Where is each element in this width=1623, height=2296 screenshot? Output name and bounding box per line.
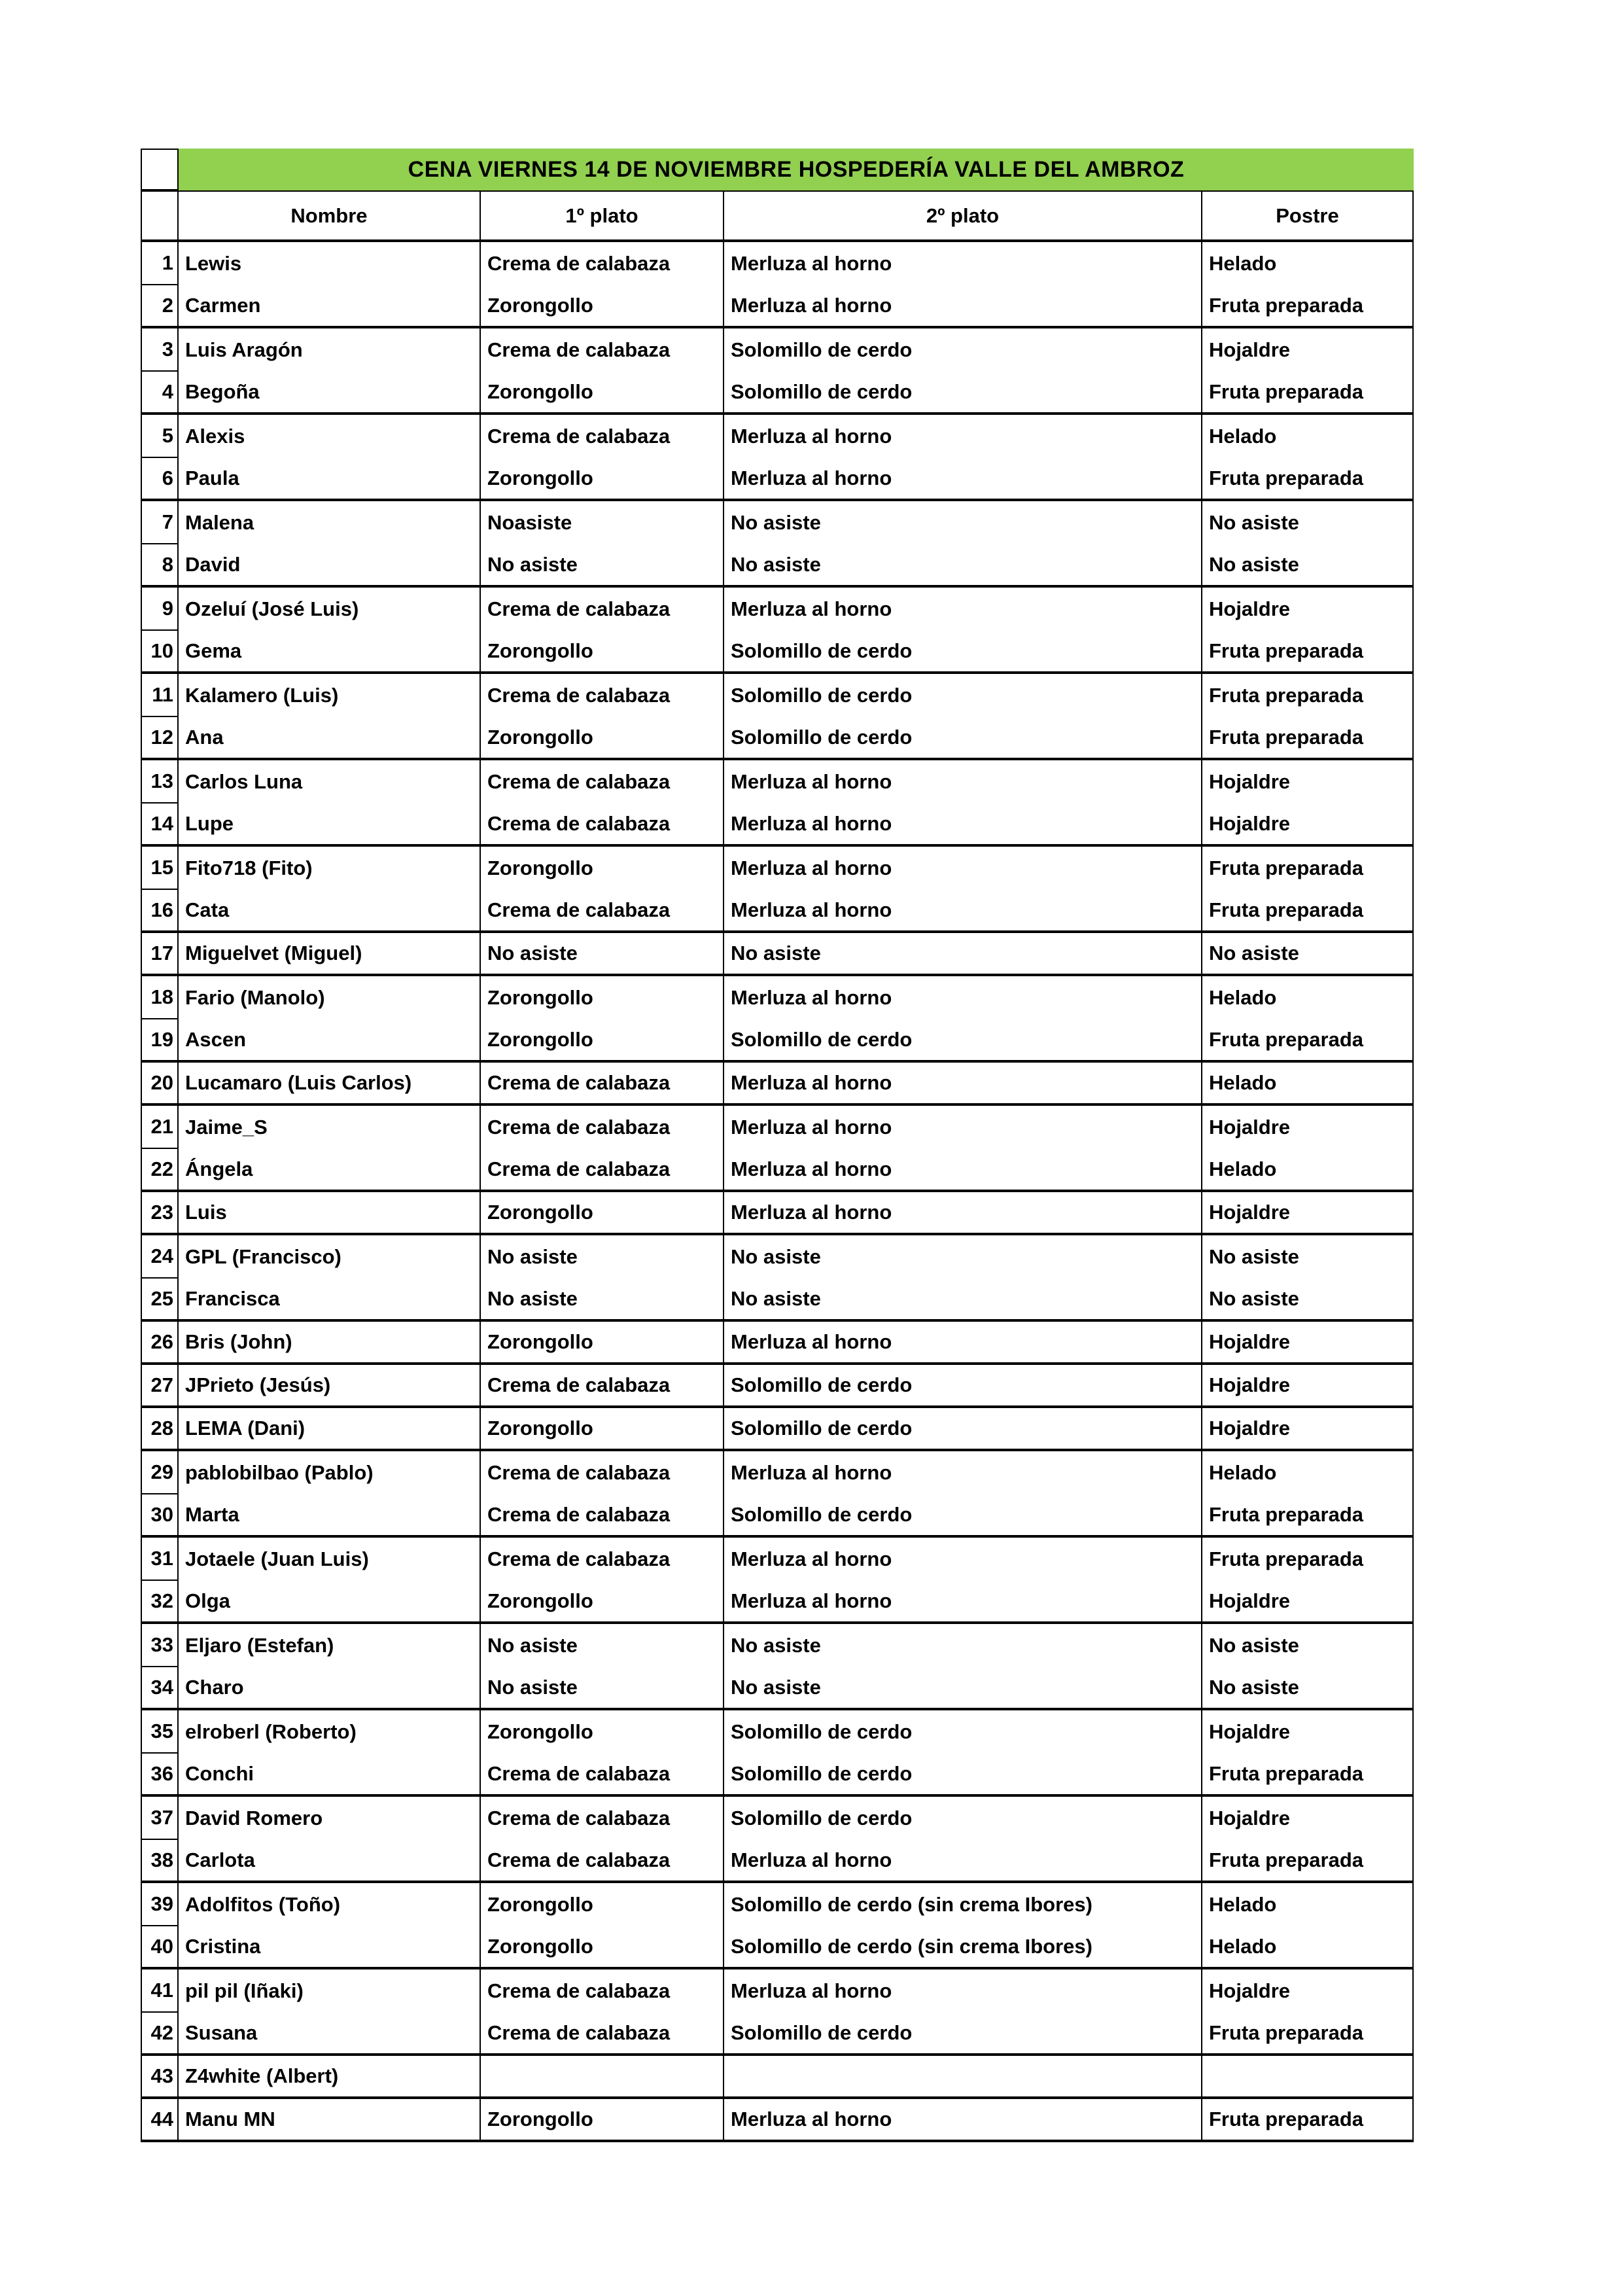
second-course-cell: Merluza al horno — [724, 1581, 1202, 1621]
first-course-cell: Crema de calabaza — [481, 328, 724, 372]
second-course-cell: Solomillo de cerdo — [724, 1494, 1202, 1535]
row-number: 13 — [142, 760, 179, 804]
row-number: 25 — [142, 1279, 179, 1319]
second-course-cell: Merluza al horno — [724, 458, 1202, 499]
table-row — [141, 372, 1414, 415]
first-course-cell: Zorongollo — [481, 1019, 724, 1060]
row-number: 38 — [142, 1840, 179, 1881]
name-cell: Z4white (Albert) — [179, 2056, 481, 2096]
dessert-cell: Helado — [1202, 1926, 1414, 1967]
second-course-cell: Merluza al horno — [724, 1538, 1202, 1581]
dessert-cell: Hojaldre — [1202, 760, 1414, 804]
second-course-cell: No asiste — [724, 933, 1202, 974]
row-number: 11 — [142, 674, 179, 717]
second-course-cell: Solomillo de cerdo — [724, 1019, 1202, 1060]
first-course-cell: Crema de calabaza — [481, 242, 724, 285]
second-course-cell: No asiste — [724, 1667, 1202, 1708]
name-cell: Cristina — [179, 1926, 481, 1967]
dessert-cell: Fruta preparada — [1202, 285, 1414, 326]
second-course-cell: No asiste — [724, 1279, 1202, 1319]
second-course-cell: Solomillo de cerdo — [724, 1710, 1202, 1754]
row-number: 39 — [142, 1883, 179, 1926]
first-course-cell: Zorongollo — [481, 1408, 724, 1449]
first-course-cell: Crema de calabaza — [481, 1149, 724, 1190]
name-cell: Carmen — [179, 285, 481, 326]
second-course-cell: Merluza al horno — [724, 847, 1202, 890]
row-number: 14 — [142, 804, 179, 844]
table-row — [141, 1581, 1414, 1624]
table-title: CENA VIERNES 14 DE NOVIEMBRE HOSPEDERÍA VALLE DEL AMBROZ — [179, 149, 1414, 190]
first-course-cell: Crema de calabaza — [481, 1969, 724, 2013]
name-cell: Jotaele (Juan Luis) — [179, 1538, 481, 1581]
dessert-cell: Hojaldre — [1202, 1797, 1414, 1840]
name-cell: Francisca — [179, 1279, 481, 1319]
row-number: 5 — [142, 415, 179, 458]
dessert-cell: No asiste — [1202, 933, 1414, 974]
table-row — [141, 1106, 1414, 1149]
row-number: 16 — [142, 890, 179, 930]
dessert-cell: Fruta preparada — [1202, 890, 1414, 930]
first-course-cell: Zorongollo — [481, 976, 724, 1019]
table-row — [141, 1926, 1414, 1969]
table-row — [141, 501, 1414, 544]
table-row — [141, 242, 1414, 285]
second-course-cell: Merluza al horno — [724, 1451, 1202, 1494]
dessert-cell: No asiste — [1202, 1667, 1414, 1708]
second-course-cell: Merluza al horno — [724, 976, 1202, 1019]
row-number: 43 — [142, 2056, 179, 2096]
first-course-cell: Zorongollo — [481, 372, 724, 412]
table-row — [141, 544, 1414, 588]
first-course-cell: Crema de calabaza — [481, 1840, 724, 1881]
first-course-cell: Noasiste — [481, 501, 724, 544]
first-course-cell: Crema de calabaza — [481, 1494, 724, 1535]
table-row — [141, 674, 1414, 717]
name-cell: Paula — [179, 458, 481, 499]
name-cell: Gema — [179, 631, 481, 671]
row-number: 27 — [142, 1365, 179, 1405]
table-row — [141, 933, 1414, 976]
row-number: 42 — [142, 2013, 179, 2053]
second-course-cell: Merluza al horno — [724, 1149, 1202, 1190]
row-number: 24 — [142, 1235, 179, 1279]
table-row — [141, 631, 1414, 674]
dessert-cell: Hojaldre — [1202, 804, 1414, 844]
row-number: 36 — [142, 1754, 179, 1794]
table-row — [141, 804, 1414, 847]
row-number: 1 — [142, 242, 179, 285]
first-course-cell: Zorongollo — [481, 717, 724, 758]
table-row — [141, 717, 1414, 760]
header-row — [141, 190, 1414, 242]
table-row — [141, 1797, 1414, 1840]
first-course-cell: Crema de calabaza — [481, 1451, 724, 1494]
second-course-cell: Solomillo de cerdo — [724, 674, 1202, 717]
first-course-cell: Zorongollo — [481, 458, 724, 499]
first-course-cell — [481, 2056, 724, 2096]
table-row — [141, 1063, 1414, 1106]
name-cell: Ascen — [179, 1019, 481, 1060]
dessert-cell: Helado — [1202, 1063, 1414, 1103]
second-course-cell: Solomillo de cerdo — [724, 328, 1202, 372]
first-course-cell: No asiste — [481, 933, 724, 974]
row-number: 31 — [142, 1538, 179, 1581]
second-course-cell: No asiste — [724, 1235, 1202, 1279]
column-header-nombre: Nombre — [179, 192, 481, 239]
table-row — [141, 1019, 1414, 1063]
table-row — [141, 976, 1414, 1019]
name-cell: Fario (Manolo) — [179, 976, 481, 1019]
row-number: 32 — [142, 1581, 179, 1621]
name-cell: Olga — [179, 1581, 481, 1621]
name-cell: David Romero — [179, 1797, 481, 1840]
table-row — [141, 847, 1414, 890]
name-cell: pablobilbao (Pablo) — [179, 1451, 481, 1494]
table-row — [141, 1365, 1414, 1408]
name-cell: pil pil (Iñaki) — [179, 1969, 481, 2013]
first-course-cell: Crema de calabaza — [481, 415, 724, 458]
second-course-cell — [724, 2056, 1202, 2096]
name-cell: Cata — [179, 890, 481, 930]
first-course-cell: No asiste — [481, 1624, 724, 1667]
dessert-cell: Fruta preparada — [1202, 1494, 1414, 1535]
table-row — [141, 1667, 1414, 1710]
first-course-cell: Zorongollo — [481, 1710, 724, 1754]
dessert-cell: No asiste — [1202, 1279, 1414, 1319]
dessert-cell: Hojaldre — [1202, 1106, 1414, 1149]
row-number: 23 — [142, 1192, 179, 1233]
table-row — [141, 1754, 1414, 1797]
table-row — [141, 2056, 1414, 2099]
name-cell: Fito718 (Fito) — [179, 847, 481, 890]
name-cell: Carlos Luna — [179, 760, 481, 804]
first-course-cell: Crema de calabaza — [481, 1797, 724, 1840]
name-cell: Bris (John) — [179, 1322, 481, 1362]
first-course-cell: Crema de calabaza — [481, 1754, 724, 1794]
row-number: 20 — [142, 1063, 179, 1103]
name-cell: Susana — [179, 2013, 481, 2053]
row-number: 18 — [142, 976, 179, 1019]
first-course-cell: No asiste — [481, 1667, 724, 1708]
table-row — [141, 328, 1414, 372]
dessert-cell: Hojaldre — [1202, 1710, 1414, 1754]
first-course-cell: Crema de calabaza — [481, 2013, 724, 2053]
second-course-cell: Merluza al horno — [724, 1969, 1202, 2013]
first-course-cell: Zorongollo — [481, 631, 724, 671]
row-number: 34 — [142, 1667, 179, 1708]
dessert-cell — [1202, 2056, 1414, 2096]
dessert-cell: Fruta preparada — [1202, 2099, 1414, 2140]
dessert-cell: Helado — [1202, 1451, 1414, 1494]
name-cell: Charo — [179, 1667, 481, 1708]
second-course-cell: Solomillo de cerdo — [724, 631, 1202, 671]
table-row — [141, 1408, 1414, 1451]
dessert-cell: Fruta preparada — [1202, 458, 1414, 499]
table-row — [141, 1494, 1414, 1538]
name-cell: elroberl (Roberto) — [179, 1710, 481, 1754]
row-number: 15 — [142, 847, 179, 890]
row-number: 10 — [142, 631, 179, 671]
dessert-cell: Fruta preparada — [1202, 372, 1414, 412]
second-course-cell: Merluza al horno — [724, 588, 1202, 631]
row-number: 3 — [142, 328, 179, 372]
table-row — [141, 1840, 1414, 1883]
table-row — [141, 890, 1414, 933]
second-course-cell: No asiste — [724, 544, 1202, 585]
second-course-cell: Solomillo de cerdo — [724, 717, 1202, 758]
dessert-cell: Helado — [1202, 1883, 1414, 1926]
dessert-cell: Hojaldre — [1202, 1365, 1414, 1405]
second-course-cell: Solomillo de cerdo — [724, 1365, 1202, 1405]
name-cell: JPrieto (Jesús) — [179, 1365, 481, 1405]
banner-row — [141, 149, 1414, 190]
second-course-cell: Merluza al horno — [724, 1106, 1202, 1149]
dessert-cell: Helado — [1202, 415, 1414, 458]
first-course-cell: Zorongollo — [481, 1581, 724, 1621]
name-cell: Malena — [179, 501, 481, 544]
dessert-cell: Fruta preparada — [1202, 674, 1414, 717]
second-course-cell: Solomillo de cerdo — [724, 1408, 1202, 1449]
dessert-cell: Fruta preparada — [1202, 717, 1414, 758]
name-cell: Manu MN — [179, 2099, 481, 2140]
dessert-cell: Hojaldre — [1202, 1969, 1414, 2013]
row-number: 40 — [142, 1926, 179, 1967]
second-course-cell: Merluza al horno — [724, 1063, 1202, 1103]
dessert-cell: Hojaldre — [1202, 1322, 1414, 1362]
second-course-cell: Solomillo de cerdo — [724, 372, 1202, 412]
table-row — [141, 285, 1414, 328]
row-number: 12 — [142, 717, 179, 758]
row-number: 29 — [142, 1451, 179, 1494]
dessert-cell: Fruta preparada — [1202, 1754, 1414, 1794]
second-course-cell: Solomillo de cerdo — [724, 1754, 1202, 1794]
column-header-postre: Postre — [1202, 192, 1414, 239]
row-number: 28 — [142, 1408, 179, 1449]
dessert-cell: Hojaldre — [1202, 1192, 1414, 1233]
corner-cell — [141, 149, 179, 190]
table-row — [141, 1235, 1414, 1279]
first-course-cell: Crema de calabaza — [481, 1063, 724, 1103]
name-cell: GPL (Francisco) — [179, 1235, 481, 1279]
second-course-cell: Merluza al horno — [724, 242, 1202, 285]
row-number-header — [142, 192, 179, 239]
name-cell: Kalamero (Luis) — [179, 674, 481, 717]
first-course-cell: Zorongollo — [481, 1322, 724, 1362]
row-number: 37 — [142, 1797, 179, 1840]
name-cell: Ozeluí (José Luis) — [179, 588, 481, 631]
dessert-cell: Fruta preparada — [1202, 1538, 1414, 1581]
name-cell: Conchi — [179, 1754, 481, 1794]
table-row — [141, 1624, 1414, 1667]
first-course-cell: Crema de calabaza — [481, 760, 724, 804]
row-number: 6 — [142, 458, 179, 499]
table-row — [141, 1322, 1414, 1365]
dessert-cell: No asiste — [1202, 501, 1414, 544]
first-course-cell: Zorongollo — [481, 847, 724, 890]
first-course-cell: Crema de calabaza — [481, 674, 724, 717]
dessert-cell: Hojaldre — [1202, 1581, 1414, 1621]
row-number: 41 — [142, 1969, 179, 2013]
dessert-cell: Fruta preparada — [1202, 2013, 1414, 2053]
dessert-cell: Hojaldre — [1202, 1408, 1414, 1449]
dessert-cell: Fruta preparada — [1202, 1019, 1414, 1060]
first-course-cell: Crema de calabaza — [481, 890, 724, 930]
row-number: 7 — [142, 501, 179, 544]
name-cell: Jaime_S — [179, 1106, 481, 1149]
row-number: 30 — [142, 1494, 179, 1535]
row-number: 35 — [142, 1710, 179, 1754]
table-row — [141, 1279, 1414, 1322]
second-course-cell: Merluza al horno — [724, 760, 1202, 804]
dessert-cell: Hojaldre — [1202, 588, 1414, 631]
name-cell: Adolfitos (Toño) — [179, 1883, 481, 1926]
name-cell: Carlota — [179, 1840, 481, 1881]
second-course-cell: No asiste — [724, 1624, 1202, 1667]
row-number: 2 — [142, 285, 179, 326]
name-cell: Eljaro (Estefan) — [179, 1624, 481, 1667]
dessert-cell: Fruta preparada — [1202, 1840, 1414, 1881]
first-course-cell: Crema de calabaza — [481, 804, 724, 844]
second-course-cell: Merluza al horno — [724, 1192, 1202, 1233]
first-course-cell: Zorongollo — [481, 1926, 724, 1967]
table-row — [141, 2099, 1414, 2142]
second-course-cell: Merluza al horno — [724, 1840, 1202, 1881]
second-course-cell: Merluza al horno — [724, 804, 1202, 844]
column-header-2-plato: 2º plato — [724, 192, 1202, 239]
table-row — [141, 760, 1414, 804]
first-course-cell: Crema de calabaza — [481, 1538, 724, 1581]
dessert-cell: Fruta preparada — [1202, 847, 1414, 890]
first-course-cell: No asiste — [481, 544, 724, 585]
table-row — [141, 1883, 1414, 1926]
name-cell: Miguelvet (Miguel) — [179, 933, 481, 974]
name-cell: Luis Aragón — [179, 328, 481, 372]
second-course-cell: Merluza al horno — [724, 1322, 1202, 1362]
table-row — [141, 1538, 1414, 1581]
second-course-cell: Solomillo de cerdo — [724, 1797, 1202, 1840]
dessert-cell: Fruta preparada — [1202, 631, 1414, 671]
dessert-cell: Helado — [1202, 976, 1414, 1019]
table-row — [141, 1969, 1414, 2013]
row-number: 19 — [142, 1019, 179, 1060]
row-number: 4 — [142, 372, 179, 412]
row-number: 33 — [142, 1624, 179, 1667]
first-course-cell: Crema de calabaza — [481, 588, 724, 631]
table-row — [141, 415, 1414, 458]
table-row — [141, 588, 1414, 631]
second-course-cell: Solomillo de cerdo (sin crema Ibores) — [724, 1883, 1202, 1926]
second-course-cell: Merluza al horno — [724, 415, 1202, 458]
second-course-cell: Solomillo de cerdo (sin crema Ibores) — [724, 1926, 1202, 1967]
row-number: 26 — [142, 1322, 179, 1362]
dessert-cell: No asiste — [1202, 1624, 1414, 1667]
first-course-cell: Zorongollo — [481, 1192, 724, 1233]
name-cell: Alexis — [179, 415, 481, 458]
row-number: 21 — [142, 1106, 179, 1149]
menu-table — [141, 149, 1414, 2142]
name-cell: David — [179, 544, 481, 585]
name-cell: Ana — [179, 717, 481, 758]
first-course-cell: Zorongollo — [481, 285, 724, 326]
table-row — [141, 458, 1414, 501]
name-cell: LEMA (Dani) — [179, 1408, 481, 1449]
dessert-cell: Hojaldre — [1202, 328, 1414, 372]
name-cell: Ángela — [179, 1149, 481, 1190]
dessert-cell: No asiste — [1202, 1235, 1414, 1279]
dessert-cell: No asiste — [1202, 544, 1414, 585]
row-number: 8 — [142, 544, 179, 585]
first-course-cell: No asiste — [481, 1279, 724, 1319]
table-row — [141, 1192, 1414, 1235]
row-number: 9 — [142, 588, 179, 631]
row-number: 17 — [142, 933, 179, 974]
second-course-cell: Merluza al horno — [724, 285, 1202, 326]
first-course-cell: Crema de calabaza — [481, 1365, 724, 1405]
name-cell: Lucamaro (Luis Carlos) — [179, 1063, 481, 1103]
row-number: 44 — [142, 2099, 179, 2140]
dessert-cell: Helado — [1202, 1149, 1414, 1190]
first-course-cell: Crema de calabaza — [481, 1106, 724, 1149]
dessert-cell: Helado — [1202, 242, 1414, 285]
name-cell: Lewis — [179, 242, 481, 285]
second-course-cell: No asiste — [724, 501, 1202, 544]
name-cell: Begoña — [179, 372, 481, 412]
table-row — [141, 1710, 1414, 1754]
first-course-cell: No asiste — [481, 1235, 724, 1279]
table-row — [141, 1451, 1414, 1494]
column-header-1-plato: 1º plato — [481, 192, 724, 239]
name-cell: Luis — [179, 1192, 481, 1233]
name-cell: Marta — [179, 1494, 481, 1535]
table-row — [141, 1149, 1414, 1192]
first-course-cell: Zorongollo — [481, 1883, 724, 1926]
second-course-cell: Merluza al horno — [724, 2099, 1202, 2140]
row-number: 22 — [142, 1149, 179, 1190]
name-cell: Lupe — [179, 804, 481, 844]
second-course-cell: Merluza al horno — [724, 890, 1202, 930]
table-body — [141, 242, 1414, 2142]
second-course-cell: Solomillo de cerdo — [724, 2013, 1202, 2053]
table-row — [141, 2013, 1414, 2056]
first-course-cell: Zorongollo — [481, 2099, 724, 2140]
